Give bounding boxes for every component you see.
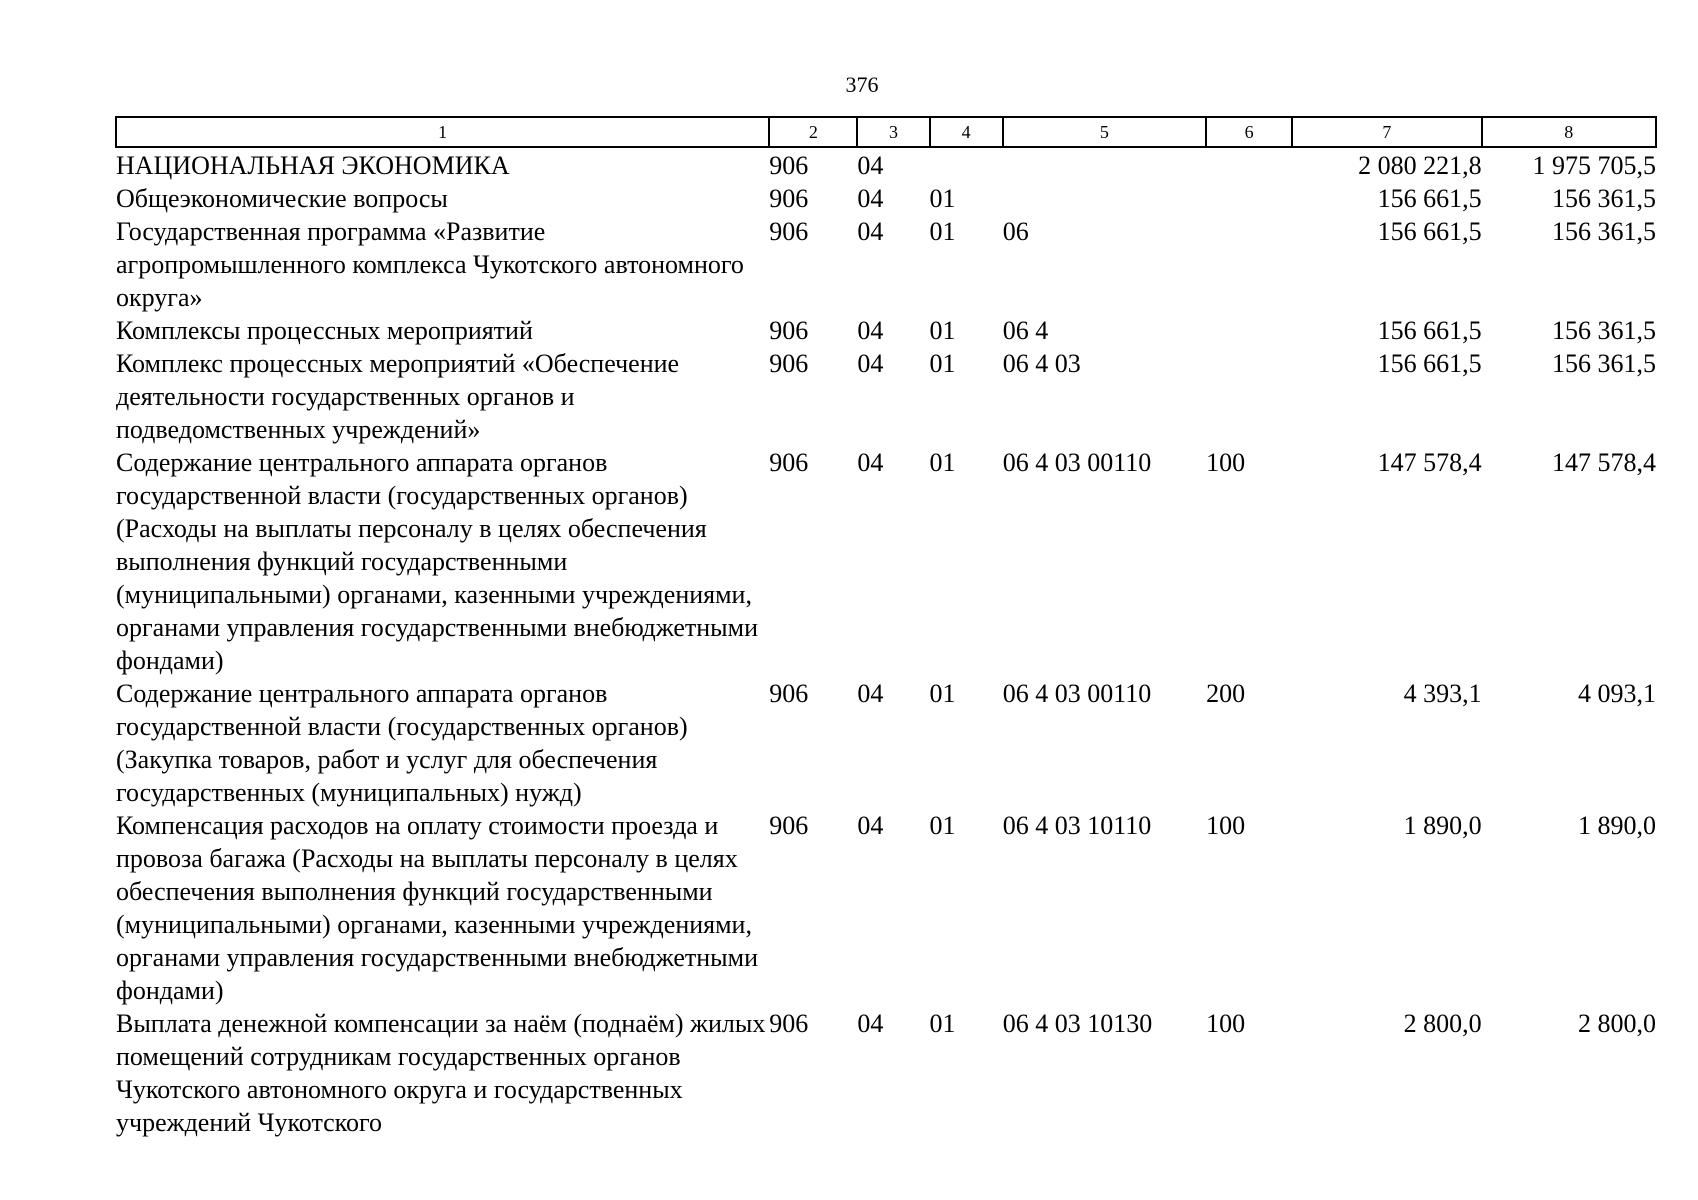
- header-row: [116, 117, 1656, 147]
- column-header-4: 4: [930, 117, 1003, 147]
- amount-year-2: 1 890,0: [1578, 811, 1656, 840]
- row-name: Общеэкономические вопросы: [116, 184, 448, 213]
- amount-year-2: 4 093,1: [1578, 679, 1656, 708]
- row-name: Комплекс процессных мероприятий «Обеспечение деятельности государственных органов и подведомственных учреждений»: [116, 349, 680, 444]
- amount-year-1: 2 800,0: [1403, 1009, 1482, 1038]
- column-header-2: 2: [769, 117, 857, 147]
- amount-year-2: 1 975 705,5: [1532, 151, 1656, 180]
- ministry-code: 906: [769, 217, 809, 246]
- column-header-8: 8: [1482, 117, 1656, 147]
- expense-type-code: [1206, 347, 1292, 446]
- expense-type-code: 100: [1206, 811, 1246, 840]
- expense-type-code: [1206, 215, 1292, 314]
- page-number: 376: [845, 72, 879, 97]
- amount-year-1: 156 661,5: [1377, 316, 1482, 345]
- ministry-code: 906: [769, 1009, 809, 1038]
- target-article-code: 06 4 03: [1002, 349, 1081, 378]
- ministry-code: 906: [769, 151, 809, 180]
- section-code: 04: [857, 448, 884, 477]
- target-article-code: 06 4 03 10110: [1002, 811, 1152, 840]
- expense-type-code: 100: [1206, 448, 1246, 477]
- amount-year-2: 156 361,5: [1552, 349, 1656, 378]
- target-article-code: 06 4: [1002, 316, 1049, 345]
- table-row: [116, 809, 1656, 1007]
- table-row: [116, 677, 1656, 809]
- ministry-code: 906: [769, 448, 809, 477]
- subsection-code: 01: [929, 184, 956, 213]
- row-name: Компенсация расходов на оплату стоимости проезда и провоза багажа (Расходы на выплаты персоналу в целях обеспечения выполнения функций государственными (муниципальными) органами, казенными учреждениями, органами управления государственными внебюджетными фондами): [116, 811, 759, 1005]
- column-header-5: 5: [1003, 117, 1206, 147]
- subsection-code: 01: [929, 448, 956, 477]
- amount-year-1: 156 661,5: [1377, 184, 1482, 213]
- table-row: [116, 147, 1656, 182]
- section-code: 04: [857, 811, 884, 840]
- amount-year-1: 147 578,4: [1377, 448, 1482, 477]
- expense-type-code: 100: [1206, 1009, 1246, 1038]
- subsection-code: 01: [929, 349, 956, 378]
- expense-type-code: 200: [1206, 679, 1246, 708]
- section-code: 04: [857, 184, 884, 213]
- amount-year-2: 2 800,0: [1578, 1009, 1656, 1038]
- column-header-1: 1: [116, 117, 769, 147]
- column-header-6: 6: [1206, 117, 1292, 147]
- target-article-code: 06 4 03 00110: [1002, 448, 1152, 477]
- subsection-code: 01: [929, 316, 956, 345]
- amount-year-2: 156 361,5: [1552, 217, 1656, 246]
- section-code: 04: [857, 151, 884, 180]
- target-article-code: [1003, 147, 1206, 182]
- section-code: 04: [857, 679, 884, 708]
- amount-year-1: 2 080 221,8: [1358, 151, 1482, 180]
- section-code: 04: [857, 1009, 884, 1038]
- row-name: Содержание центрального аппарата органов государственной власти (государственных органов) (Закупка товаров, работ и услуг для обеспечения государственных (муниципальных) нужд): [116, 679, 688, 807]
- table-row: [116, 347, 1656, 446]
- subsection-code: 01: [929, 1009, 956, 1038]
- column-header-3: 3: [857, 117, 929, 147]
- amount-year-2: 156 361,5: [1552, 316, 1656, 345]
- row-name: Государственная программа «Развитие агропромышленного комплекса Чукотского автономного округа»: [116, 217, 744, 312]
- ministry-code: 906: [769, 184, 809, 213]
- table-row: [116, 1007, 1656, 1139]
- amount-year-1: 156 661,5: [1377, 349, 1482, 378]
- target-article-code: 06: [1002, 217, 1029, 246]
- subsection-code: [930, 147, 1003, 182]
- target-article-code: [1003, 182, 1206, 215]
- section-code: 04: [857, 217, 884, 246]
- ministry-code: 906: [769, 316, 809, 345]
- amount-year-1: 156 661,5: [1377, 217, 1482, 246]
- amount-year-2: 156 361,5: [1552, 184, 1656, 213]
- expense-type-code: [1206, 182, 1292, 215]
- table-row: [116, 182, 1656, 215]
- section-code: 04: [857, 349, 884, 378]
- ministry-code: 906: [769, 679, 809, 708]
- target-article-code: 06 4 03 10130: [1002, 1009, 1153, 1038]
- ministry-code: 906: [769, 811, 809, 840]
- amount-year-1: 4 393,1: [1403, 679, 1482, 708]
- amount-year-2: 147 578,4: [1552, 448, 1656, 477]
- table-row: [116, 446, 1656, 677]
- target-article-code: 06 4 03 00110: [1002, 679, 1152, 708]
- table-row: [116, 314, 1656, 347]
- row-name: Содержание центрального аппарата органов государственной власти (государственных органов) (Расходы на выплаты персоналу в целях обеспечения выполнения функций государственными (муниципальными) органами, казенными учреждениями, органами управления государственными внебюджетными фондами): [116, 448, 759, 675]
- table-row: [116, 215, 1656, 314]
- row-name: Комплексы процессных мероприятий: [116, 316, 533, 345]
- row-name: Выплата денежной компенсации за наём (поднаём) жилых помещений сотрудникам государственных органов Чукотского автономного округа и государственных учреждений Чукотского: [116, 1009, 766, 1137]
- table-header: [116, 117, 1656, 147]
- row-name: НАЦИОНАЛЬНАЯ ЭКОНОМИКА: [116, 151, 510, 180]
- budget-table: [115, 116, 1657, 1139]
- ministry-code: 906: [769, 349, 809, 378]
- section-code: 04: [857, 316, 884, 345]
- expense-type-code: [1206, 314, 1292, 347]
- amount-year-1: 1 890,0: [1403, 811, 1482, 840]
- expense-type-code: [1206, 147, 1292, 182]
- column-header-7: 7: [1292, 117, 1481, 147]
- subsection-code: 01: [929, 811, 956, 840]
- subsection-code: 01: [929, 679, 956, 708]
- table-body: [116, 147, 1656, 1139]
- subsection-code: 01: [929, 217, 956, 246]
